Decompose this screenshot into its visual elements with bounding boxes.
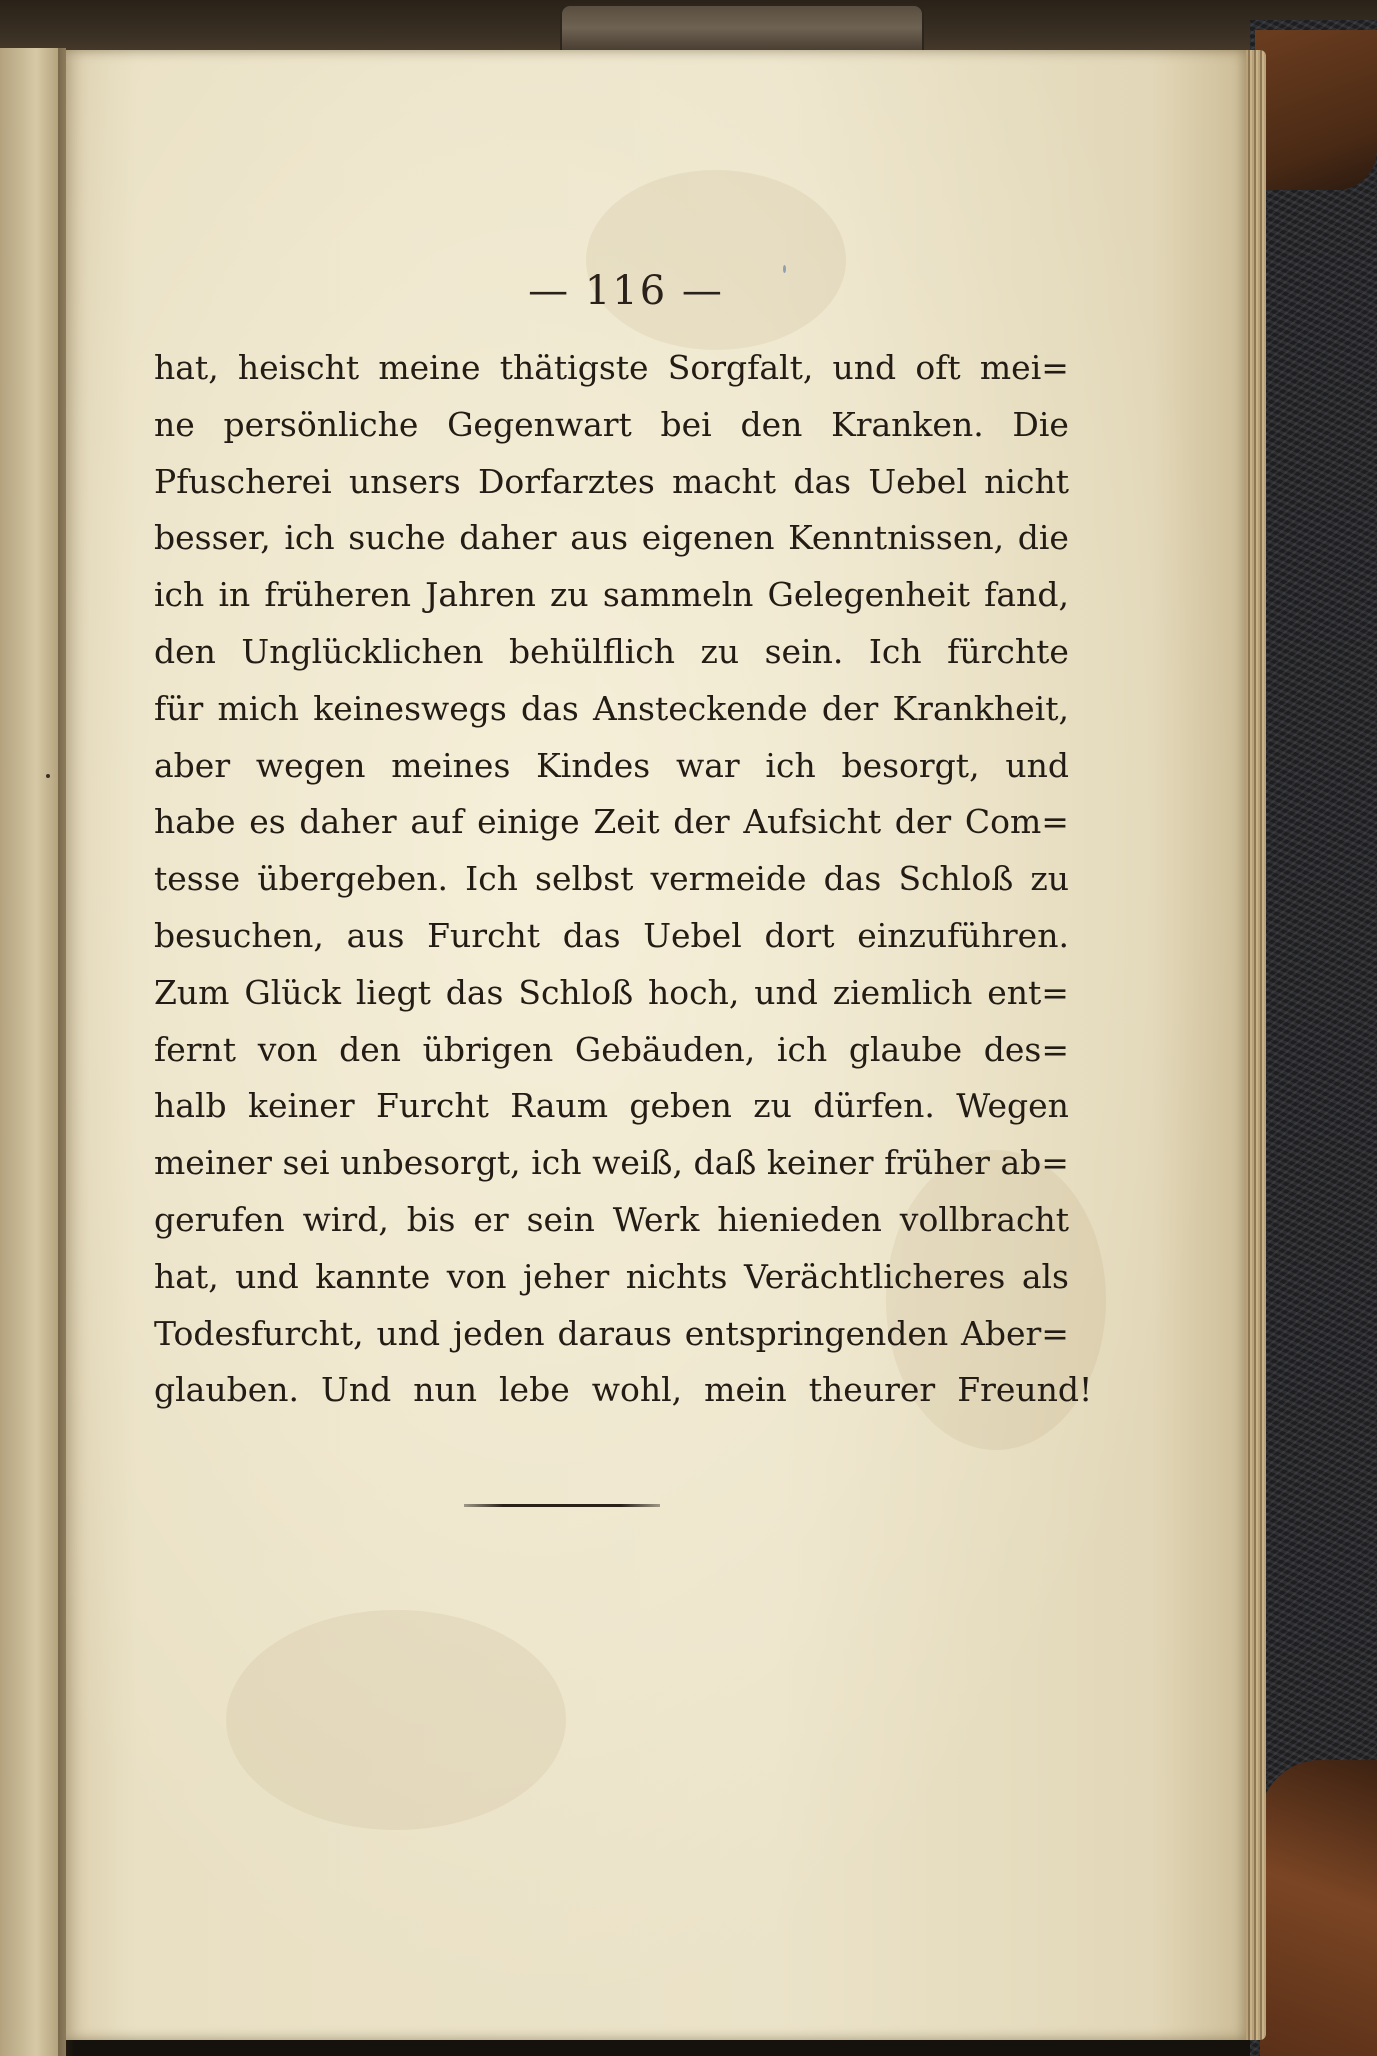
word: weiß, [592, 1143, 683, 1183]
word: Gelegenheit [767, 575, 971, 615]
word: Verächtlicheres [743, 1256, 1006, 1296]
word: ne [154, 404, 195, 444]
word: von [257, 1029, 318, 1069]
word: auf [410, 802, 464, 842]
word: Zum [154, 972, 230, 1012]
word: das [793, 461, 852, 501]
text-line [154, 908, 1069, 965]
word: Schloß [518, 972, 634, 1012]
text-line [154, 454, 1069, 511]
word: ich [765, 745, 816, 785]
word: einzuführen. [857, 915, 1069, 955]
text-line [154, 510, 1069, 567]
word: das [521, 688, 579, 728]
word: keineswegs [313, 688, 507, 728]
word: er [473, 1199, 509, 1239]
word: bis [406, 1199, 456, 1239]
word: Gegenwart [447, 404, 632, 444]
word: ich [531, 1143, 582, 1183]
word: Wegen [956, 1086, 1069, 1126]
word: Kranken. [831, 404, 984, 444]
word: übergeben. [257, 859, 449, 899]
word: den [339, 1029, 402, 1069]
word: den [740, 404, 803, 444]
word: Com= [964, 802, 1069, 842]
word: wohl, [591, 1370, 683, 1410]
word: Uebel [643, 915, 742, 955]
word: Aufsicht [743, 802, 882, 842]
word: glauben. [154, 1370, 300, 1410]
word: fernt [154, 1029, 237, 1069]
word: Zeit [593, 802, 660, 842]
word: von [446, 1256, 507, 1296]
word: der [894, 802, 952, 842]
word: in [218, 575, 251, 615]
word: das [562, 915, 621, 955]
word: wegen [255, 745, 366, 785]
word: Sorgfalt, [667, 348, 814, 387]
word: Ich [465, 859, 518, 899]
word: hienieden [717, 1199, 882, 1239]
word: meines [391, 745, 511, 785]
leather-corner-top [1255, 30, 1377, 190]
word: persönliche [223, 404, 419, 444]
word: daher [299, 802, 397, 842]
word: ich [776, 1029, 828, 1069]
word: es [249, 802, 286, 842]
word: mein [704, 1370, 787, 1410]
word: die [1017, 518, 1069, 558]
word: der [673, 802, 730, 842]
word: Todesfurcht, [154, 1313, 364, 1353]
word: Freund! [957, 1370, 1093, 1410]
word: jeher [522, 1256, 610, 1296]
word: und [235, 1256, 299, 1296]
word: nichts [625, 1256, 728, 1296]
word: heischt [237, 348, 360, 387]
word: Furcht [427, 915, 541, 955]
word: Schloß [898, 859, 1014, 899]
word: lebe [498, 1370, 570, 1410]
word: jeden [452, 1313, 545, 1353]
word: vollbracht [899, 1199, 1069, 1239]
text-line [154, 965, 1069, 1022]
text-line [154, 681, 1069, 738]
word: zu [1030, 859, 1069, 899]
word: mei= [979, 348, 1069, 387]
word: besuchen, [154, 915, 324, 955]
binding-clasp [560, 4, 924, 52]
word: besser, [154, 518, 271, 558]
word: hoch, [648, 972, 740, 1012]
word: früher [884, 1143, 990, 1183]
ink-speck [783, 265, 786, 273]
word: Werk [612, 1199, 700, 1239]
word: Gebäuden, [574, 1029, 756, 1069]
word: das [823, 859, 882, 899]
word: wird, [302, 1199, 389, 1239]
word: entspringenden [684, 1313, 949, 1353]
word: übrigen [422, 1029, 554, 1069]
text-line [154, 851, 1069, 908]
word: unsers [349, 461, 461, 501]
word: und [376, 1313, 441, 1353]
word: ich [154, 575, 205, 615]
word: fürchte [947, 631, 1069, 671]
word: war [675, 745, 740, 785]
word: und [832, 348, 897, 387]
word: daher [459, 518, 557, 558]
text-line [154, 1249, 1069, 1306]
text-line [154, 1306, 1069, 1363]
word: Aber= [961, 1313, 1069, 1353]
word: sein. [764, 631, 844, 671]
page-number-text: — 116 — [528, 268, 724, 314]
word: Jahren [425, 575, 536, 615]
body-text [154, 340, 1093, 1419]
ink-speck [46, 774, 50, 778]
word: ziemlich [832, 972, 973, 1012]
page-number [66, 268, 1246, 314]
end-rule [464, 1504, 660, 1507]
word: hat, [154, 348, 219, 387]
word: dort [764, 915, 835, 955]
word: ab= [1000, 1143, 1069, 1183]
word: sei [282, 1143, 330, 1183]
word: nun [413, 1370, 477, 1410]
word: geben [629, 1086, 732, 1126]
text-line [154, 1362, 1093, 1419]
word: vermeide [650, 859, 807, 899]
word: macht [672, 461, 777, 501]
word: mich [217, 688, 300, 728]
word: der [821, 688, 879, 728]
word: Glück [244, 972, 341, 1012]
word: ich [284, 518, 335, 558]
word: meiner [154, 1143, 272, 1183]
word: für [154, 688, 204, 728]
word: Kenntnissen, [788, 518, 1005, 558]
text-line [154, 397, 1069, 454]
word: Ich [868, 631, 922, 671]
text-line [154, 1022, 1069, 1079]
word: zu [700, 631, 740, 671]
word: aber [154, 745, 231, 785]
word: und [754, 972, 818, 1012]
word: behülflich [509, 631, 676, 671]
word: früheren [264, 575, 412, 615]
word: Unglücklichen [241, 631, 484, 671]
word: Ansteckende [592, 688, 808, 728]
word: thätigste [499, 348, 649, 387]
word: glaube [848, 1029, 963, 1069]
word: suche [348, 518, 446, 558]
word: halb [154, 1086, 227, 1126]
text-line [154, 1192, 1069, 1249]
word: hat, [154, 1256, 219, 1296]
text-line [154, 1135, 1069, 1192]
word: Uebel [868, 461, 967, 501]
paper-stain [226, 1610, 566, 1830]
word: Raum [510, 1086, 609, 1126]
text-line [154, 567, 1069, 624]
word: nicht [984, 461, 1069, 501]
word: theurer [808, 1370, 936, 1410]
word: daß [693, 1143, 757, 1183]
word: den [154, 631, 216, 671]
word: zu [550, 575, 589, 615]
word: oft [915, 348, 961, 387]
word: aus [346, 915, 405, 955]
word: sein [526, 1199, 595, 1239]
text-line [154, 738, 1069, 795]
word: bei [660, 404, 712, 444]
word: kannte [315, 1256, 431, 1296]
word: Und [321, 1370, 392, 1410]
right-cover-board [1250, 20, 1377, 2056]
word: unbesorgt, [340, 1143, 521, 1183]
word: fand, [984, 575, 1069, 615]
word: Pfuscherei [154, 461, 332, 501]
text-line [154, 624, 1069, 681]
word: habe [154, 802, 236, 842]
word: Dorfarztes [477, 461, 655, 501]
word: selbst [535, 859, 634, 899]
word: als [1021, 1256, 1069, 1296]
text-line [154, 340, 1069, 397]
word: zu [753, 1086, 792, 1126]
paper-stain [586, 170, 846, 350]
opposite-page-edge [0, 48, 66, 2056]
word: ent= [987, 972, 1069, 1012]
word: und [1005, 745, 1069, 785]
word: aus [570, 518, 629, 558]
word: tesse [154, 859, 241, 899]
word: gerufen [154, 1199, 285, 1239]
word: keiner [766, 1143, 874, 1183]
word: besorgt, [841, 745, 980, 785]
leather-corner-bottom [1260, 1760, 1377, 2056]
word: einige [477, 802, 580, 842]
word: sammeln [602, 575, 754, 615]
word: Furcht [375, 1086, 489, 1126]
word: Die [1012, 404, 1069, 444]
word: eigenen [641, 518, 775, 558]
word: keiner [247, 1086, 355, 1126]
word: dürfen. [813, 1086, 935, 1126]
word: das [445, 972, 504, 1012]
book-page [66, 50, 1246, 2040]
word: meine [378, 348, 481, 387]
word: daraus [557, 1313, 672, 1353]
word: Krankheit, [892, 688, 1069, 728]
text-line [154, 794, 1069, 851]
word: des= [983, 1029, 1069, 1069]
word: liegt [355, 972, 431, 1012]
text-line [154, 1078, 1069, 1135]
word: Kindes [536, 745, 651, 785]
